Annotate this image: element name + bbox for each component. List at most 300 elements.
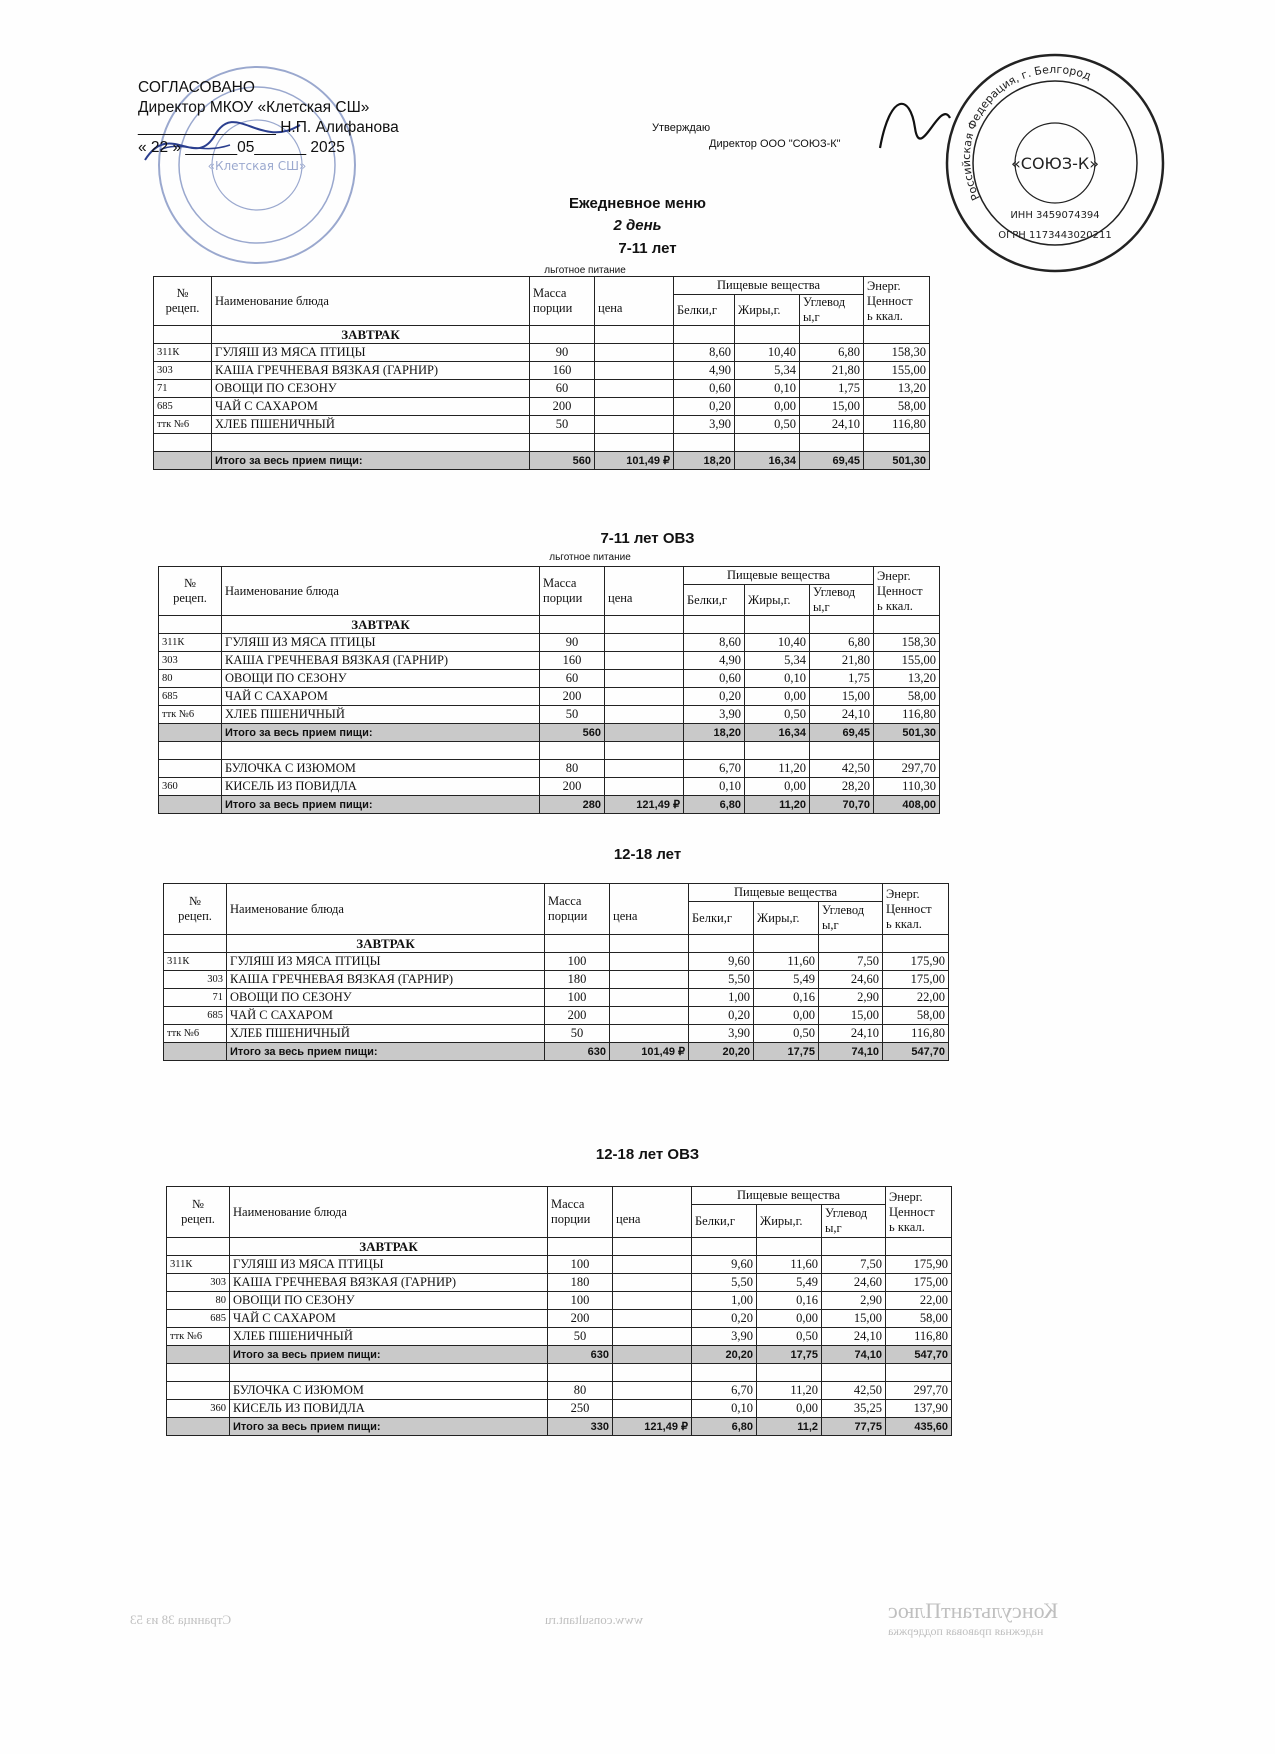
menu-table-3 (163, 883, 949, 1061)
portion-mass: 60 (530, 380, 595, 398)
carbs: 42,50 (822, 1382, 886, 1400)
proteins: 4,90 (674, 362, 735, 380)
meal-blank (692, 1238, 757, 1256)
header-price: цена (595, 277, 674, 326)
blank-cell (167, 1364, 230, 1382)
recipe-code: 685 (159, 688, 222, 706)
header-mass: Масса порции (545, 884, 610, 935)
table-row (167, 1400, 952, 1418)
blank-cell (595, 434, 674, 452)
total-proteins: 20,20 (692, 1346, 757, 1364)
fats: 0,50 (735, 416, 800, 434)
svg-text:ОГРН 1173443020211: ОГРН 1173443020211 (998, 230, 1112, 241)
total-proteins: 18,20 (674, 452, 735, 470)
table-row (154, 344, 930, 362)
total-row (159, 724, 940, 742)
header-recipe-no: № рецеп. (159, 567, 222, 616)
table-row (154, 416, 930, 434)
total-proteins: 6,80 (692, 1418, 757, 1436)
recipe-code: 71 (164, 989, 227, 1007)
meal-section-row (167, 1238, 952, 1256)
total-blank (164, 1043, 227, 1061)
proteins: 6,70 (692, 1382, 757, 1400)
fats: 5,34 (735, 362, 800, 380)
table-row (154, 380, 930, 398)
table-header-row (154, 277, 930, 295)
total-blank (159, 796, 222, 814)
energy: 110,30 (874, 778, 940, 796)
header-nutrients: Пищевые вещества (689, 884, 883, 902)
fats: 11,20 (745, 760, 810, 778)
total-carbs: 69,45 (810, 724, 874, 742)
total-proteins: 20,20 (689, 1043, 754, 1061)
carbs: 21,80 (800, 362, 864, 380)
portion-mass: 100 (545, 953, 610, 971)
total-proteins: 6,80 (684, 796, 745, 814)
proteins: 8,60 (684, 634, 745, 652)
total-label: Итого за весь прием пищи: (222, 724, 540, 742)
total-fats: 11,20 (745, 796, 810, 814)
dish-name: ЧАЙ С САХАРОМ (212, 398, 530, 416)
meal-blank (159, 616, 222, 634)
table-header-row (164, 884, 949, 902)
proteins: 0,20 (689, 1007, 754, 1025)
dish-name: ОВОЩИ ПО СЕЗОНУ (230, 1292, 548, 1310)
menu-table-2 (158, 566, 940, 814)
dish-name: КАША ГРЕЧНЕВАЯ ВЯЗКАЯ (ГАРНИР) (212, 362, 530, 380)
proteins: 0,10 (692, 1400, 757, 1418)
total-row (164, 1043, 949, 1061)
carbs: 35,25 (822, 1400, 886, 1418)
meal-title: ЗАВТРАК (230, 1238, 548, 1256)
total-blank (154, 452, 212, 470)
total-blank (167, 1346, 230, 1364)
price (613, 1328, 692, 1346)
fats: 0,10 (745, 670, 810, 688)
meal-blank (800, 326, 864, 344)
portion-mass: 60 (540, 670, 605, 688)
price (610, 989, 689, 1007)
portion-mass: 90 (540, 634, 605, 652)
dish-name: КИСЕЛЬ ИЗ ПОВИДЛА (230, 1400, 548, 1418)
fats: 0,50 (757, 1328, 822, 1346)
total-price (613, 1346, 692, 1364)
dish-name: ХЛЕБ ПШЕНИЧНЫЙ (230, 1328, 548, 1346)
meal-blank (605, 616, 684, 634)
meal-blank (874, 616, 940, 634)
total-mass: 560 (530, 452, 595, 470)
total-price: 101,49 ₽ (610, 1043, 689, 1061)
total-mass: 560 (540, 724, 605, 742)
table-row (154, 362, 930, 380)
meal-blank (735, 326, 800, 344)
recipe-code: 71 (154, 380, 212, 398)
meal-blank (530, 326, 595, 344)
blank-cell (692, 1364, 757, 1382)
blank-cell (548, 1364, 613, 1382)
price (613, 1382, 692, 1400)
table-row (159, 778, 940, 796)
price (610, 1007, 689, 1025)
fats: 5,49 (754, 971, 819, 989)
confirm-heading: Утверждаю (652, 122, 711, 134)
total-carbs: 74,10 (822, 1346, 886, 1364)
portion-mass: 180 (548, 1274, 613, 1292)
blank-cell (822, 1364, 886, 1382)
price (595, 398, 674, 416)
price (595, 380, 674, 398)
table-row (159, 706, 940, 724)
carbs: 7,50 (822, 1256, 886, 1274)
portion-mass: 200 (545, 1007, 610, 1025)
recipe-code: 80 (159, 670, 222, 688)
meal-blank (154, 326, 212, 344)
recipe-code: 685 (164, 1007, 227, 1025)
header-dish-name: Наименование блюда (212, 277, 530, 326)
confirm-position: Директор ООО "СОЮЗ-К" (709, 138, 841, 150)
proteins: 3,90 (692, 1328, 757, 1346)
energy: 297,70 (886, 1382, 952, 1400)
header-fats: Жиры,г. (754, 902, 819, 935)
total-price: 121,49 ₽ (613, 1418, 692, 1436)
meal-blank (754, 935, 819, 953)
recipe-code: 360 (159, 778, 222, 796)
energy: 116,80 (883, 1025, 949, 1043)
table-row (159, 634, 940, 652)
fats: 11,20 (757, 1382, 822, 1400)
recipe-code: 311К (159, 634, 222, 652)
total-energy: 435,60 (886, 1418, 952, 1436)
header-recipe-no: № рецеп. (164, 884, 227, 935)
dish-name: ГУЛЯШ ИЗ МЯСА ПТИЦЫ (227, 953, 545, 971)
total-blank (167, 1418, 230, 1436)
table-row (167, 1256, 952, 1274)
meal-blank (819, 935, 883, 953)
table-row (154, 398, 930, 416)
price (605, 706, 684, 724)
blank-cell (530, 434, 595, 452)
fats: 0,00 (745, 688, 810, 706)
proteins: 3,90 (689, 1025, 754, 1043)
section-title-2: 7-11 лет ОВЗ (600, 530, 695, 547)
carbs: 28,20 (810, 778, 874, 796)
blank-cell (212, 434, 530, 452)
total-row (159, 796, 940, 814)
menu-table-1 (153, 276, 930, 470)
energy: 155,00 (864, 362, 930, 380)
meal-blank (548, 1238, 613, 1256)
table-row (167, 1292, 952, 1310)
proteins: 0,20 (692, 1310, 757, 1328)
header-nutrients: Пищевые вещества (692, 1187, 886, 1205)
dish-name: БУЛОЧКА С ИЗЮМОМ (230, 1382, 548, 1400)
blank-cell (745, 742, 810, 760)
energy: 22,00 (886, 1292, 952, 1310)
header-carbs: Углевод ы,г (822, 1205, 886, 1238)
table-row (167, 1310, 952, 1328)
day-title: 2 день (613, 217, 662, 234)
carbs: 24,10 (822, 1328, 886, 1346)
blank-cell (230, 1364, 548, 1382)
approval-heading: СОГЛАСОВАНО (138, 79, 255, 96)
header-dish-name: Наименование блюда (230, 1187, 548, 1238)
header-nutrients: Пищевые вещества (684, 567, 874, 585)
total-label: Итого за весь прием пищи: (227, 1043, 545, 1061)
portion-mass: 90 (530, 344, 595, 362)
total-mass: 330 (548, 1418, 613, 1436)
header-proteins: Белки,г (689, 902, 754, 935)
total-fats: 11,2 (757, 1418, 822, 1436)
total-mass: 630 (545, 1043, 610, 1061)
approval-signature-line: ________________ Н.П. Алифанова (138, 119, 399, 136)
section-subtitle-1: льготное питание (544, 265, 626, 276)
header-mass: Масса порции (540, 567, 605, 616)
total-fats: 17,75 (757, 1346, 822, 1364)
dish-name: КАША ГРЕЧНЕВАЯ ВЯЗКАЯ (ГАРНИР) (230, 1274, 548, 1292)
carbs: 15,00 (822, 1310, 886, 1328)
carbs: 24,10 (819, 1025, 883, 1043)
portion-mass: 100 (545, 989, 610, 1007)
energy: 58,00 (886, 1310, 952, 1328)
fats: 0,00 (757, 1400, 822, 1418)
section-title-1: 7-11 лет (618, 240, 677, 257)
dish-name: ОВОЩИ ПО СЕЗОНУ (227, 989, 545, 1007)
fats: 0,16 (757, 1292, 822, 1310)
total-energy: 501,30 (874, 724, 940, 742)
header-carbs: Углевод ы,г (819, 902, 883, 935)
proteins: 4,90 (684, 652, 745, 670)
price (595, 362, 674, 380)
dish-name: ХЛЕБ ПШЕНИЧНЫЙ (222, 706, 540, 724)
energy: 175,00 (883, 971, 949, 989)
portion-mass: 200 (548, 1310, 613, 1328)
energy: 175,90 (886, 1256, 952, 1274)
meal-section-row (154, 326, 930, 344)
dish-name: КАША ГРЕЧНЕВАЯ ВЯЗКАЯ (ГАРНИР) (227, 971, 545, 989)
recipe-code: 685 (167, 1310, 230, 1328)
bleed-through-brand: КонсультантПлюс (888, 1598, 1059, 1623)
recipe-code (159, 760, 222, 778)
price (605, 688, 684, 706)
blank-cell (154, 434, 212, 452)
header-nutrients: Пищевые вещества (674, 277, 864, 295)
carbs: 24,10 (800, 416, 864, 434)
energy: 137,90 (886, 1400, 952, 1418)
header-energy: Энерг. Ценност ь ккал. (886, 1187, 952, 1238)
signature-right (870, 88, 960, 158)
recipe-code: 303 (164, 971, 227, 989)
carbs: 2,90 (819, 989, 883, 1007)
total-row (154, 452, 930, 470)
blank-row (159, 742, 940, 760)
proteins: 3,90 (674, 416, 735, 434)
total-fats: 17,75 (754, 1043, 819, 1061)
dish-name: ГУЛЯШ ИЗ МЯСА ПТИЦЫ (212, 344, 530, 362)
meal-section-row (159, 616, 940, 634)
proteins: 0,60 (684, 670, 745, 688)
blank-cell (613, 1364, 692, 1382)
dish-name: КИСЕЛЬ ИЗ ПОВИДЛА (222, 778, 540, 796)
blank-cell (864, 434, 930, 452)
header-proteins: Белки,г (684, 585, 745, 616)
proteins: 0,10 (684, 778, 745, 796)
energy: 58,00 (864, 398, 930, 416)
portion-mass: 160 (530, 362, 595, 380)
bleed-through-page: Страница 38 из 53 (130, 1612, 232, 1627)
header-price: цена (605, 567, 684, 616)
blank-cell (684, 742, 745, 760)
section-subtitle-2: льготное питание (549, 552, 631, 563)
meal-blank (545, 935, 610, 953)
dish-name: ЧАЙ С САХАРОМ (230, 1310, 548, 1328)
header-energy: Энерг. Ценност ь ккал. (883, 884, 949, 935)
proteins: 1,00 (689, 989, 754, 1007)
total-label: Итого за весь прием пищи: (230, 1418, 548, 1436)
carbs: 7,50 (819, 953, 883, 971)
meal-section-row (164, 935, 949, 953)
price (613, 1256, 692, 1274)
meal-blank (674, 326, 735, 344)
meal-blank (689, 935, 754, 953)
fats: 0,10 (735, 380, 800, 398)
proteins: 9,60 (689, 953, 754, 971)
table-row (164, 953, 949, 971)
svg-text:«СОЮЗ-К»: «СОЮЗ-К» (1010, 154, 1100, 173)
recipe-code: ттк №6 (167, 1328, 230, 1346)
energy: 175,00 (886, 1274, 952, 1292)
header-mass: Масса порции (548, 1187, 613, 1238)
dish-name: ЧАЙ С САХАРОМ (227, 1007, 545, 1025)
table-header-row (167, 1187, 952, 1205)
energy: 297,70 (874, 760, 940, 778)
blank-cell (735, 434, 800, 452)
dish-name: ЧАЙ С САХАРОМ (222, 688, 540, 706)
header-fats: Жиры,г. (757, 1205, 822, 1238)
carbs: 1,75 (800, 380, 864, 398)
table-row (159, 652, 940, 670)
carbs: 6,80 (800, 344, 864, 362)
total-energy: 408,00 (874, 796, 940, 814)
recipe-code: 80 (167, 1292, 230, 1310)
fats: 11,60 (757, 1256, 822, 1274)
recipe-code: 685 (154, 398, 212, 416)
carbs: 42,50 (810, 760, 874, 778)
proteins: 0,60 (674, 380, 735, 398)
price (610, 1025, 689, 1043)
blank-cell (222, 742, 540, 760)
energy: 58,00 (883, 1007, 949, 1025)
total-fats: 16,34 (745, 724, 810, 742)
carbs: 15,00 (810, 688, 874, 706)
meal-title: ЗАВТРАК (212, 326, 530, 344)
portion-mass: 50 (548, 1328, 613, 1346)
carbs: 6,80 (810, 634, 874, 652)
energy: 158,30 (864, 344, 930, 362)
energy: 13,20 (864, 380, 930, 398)
section-title-4: 12-18 лет ОВЗ (595, 1146, 700, 1163)
header-mass: Масса порции (530, 277, 595, 326)
header-energy: Энерг. Ценност ь ккал. (864, 277, 930, 326)
blank-cell (800, 434, 864, 452)
portion-mass: 100 (548, 1292, 613, 1310)
carbs: 24,60 (819, 971, 883, 989)
header-fats: Жиры,г. (745, 585, 810, 616)
table-row (167, 1274, 952, 1292)
fats: 11,60 (754, 953, 819, 971)
table-row (167, 1382, 952, 1400)
energy: 158,30 (874, 634, 940, 652)
price (605, 634, 684, 652)
section-title-3: 12-18 лет (613, 846, 682, 863)
total-row (167, 1346, 952, 1364)
header-dish-name: Наименование блюда (222, 567, 540, 616)
fats: 5,49 (757, 1274, 822, 1292)
fats: 5,34 (745, 652, 810, 670)
recipe-code: 311К (154, 344, 212, 362)
blank-cell (757, 1364, 822, 1382)
confirm-block (652, 120, 841, 152)
dish-name: ОВОЩИ ПО СЕЗОНУ (212, 380, 530, 398)
blank-cell (159, 742, 222, 760)
price (605, 760, 684, 778)
total-energy: 501,30 (864, 452, 930, 470)
proteins: 1,00 (692, 1292, 757, 1310)
recipe-code (167, 1382, 230, 1400)
header-fats: Жиры,г. (735, 295, 800, 326)
recipe-code: 311К (167, 1256, 230, 1274)
total-fats: 16,34 (735, 452, 800, 470)
carbs: 24,10 (810, 706, 874, 724)
energy: 22,00 (883, 989, 949, 1007)
energy: 175,90 (883, 953, 949, 971)
total-row (167, 1418, 952, 1436)
header-proteins: Белки,г (674, 295, 735, 326)
meal-blank (540, 616, 605, 634)
page-title: Ежедневное меню (569, 195, 706, 212)
total-price (605, 724, 684, 742)
dish-name: ХЛЕБ ПШЕНИЧНЫЙ (212, 416, 530, 434)
recipe-code: 303 (154, 362, 212, 380)
meal-blank (745, 616, 810, 634)
carbs: 24,60 (822, 1274, 886, 1292)
recipe-code: 360 (167, 1400, 230, 1418)
header-dish-name: Наименование блюда (227, 884, 545, 935)
recipe-code: 311К (164, 953, 227, 971)
table-row (164, 989, 949, 1007)
table-row (159, 688, 940, 706)
proteins: 9,60 (692, 1256, 757, 1274)
meal-blank (610, 935, 689, 953)
portion-mass: 80 (540, 760, 605, 778)
proteins: 5,50 (692, 1274, 757, 1292)
meal-blank (595, 326, 674, 344)
recipe-code: 303 (167, 1274, 230, 1292)
dish-name: ОВОЩИ ПО СЕЗОНУ (222, 670, 540, 688)
table-row (164, 1007, 949, 1025)
fats: 0,00 (754, 1007, 819, 1025)
fats: 0,00 (745, 778, 810, 796)
price (610, 953, 689, 971)
fats: 10,40 (745, 634, 810, 652)
carbs: 21,80 (810, 652, 874, 670)
fats: 0,00 (735, 398, 800, 416)
carbs: 15,00 (800, 398, 864, 416)
energy: 58,00 (874, 688, 940, 706)
meal-blank (684, 616, 745, 634)
table-row (159, 670, 940, 688)
dish-name: ХЛЕБ ПШЕНИЧНЫЙ (227, 1025, 545, 1043)
header-proteins: Белки,г (692, 1205, 757, 1238)
